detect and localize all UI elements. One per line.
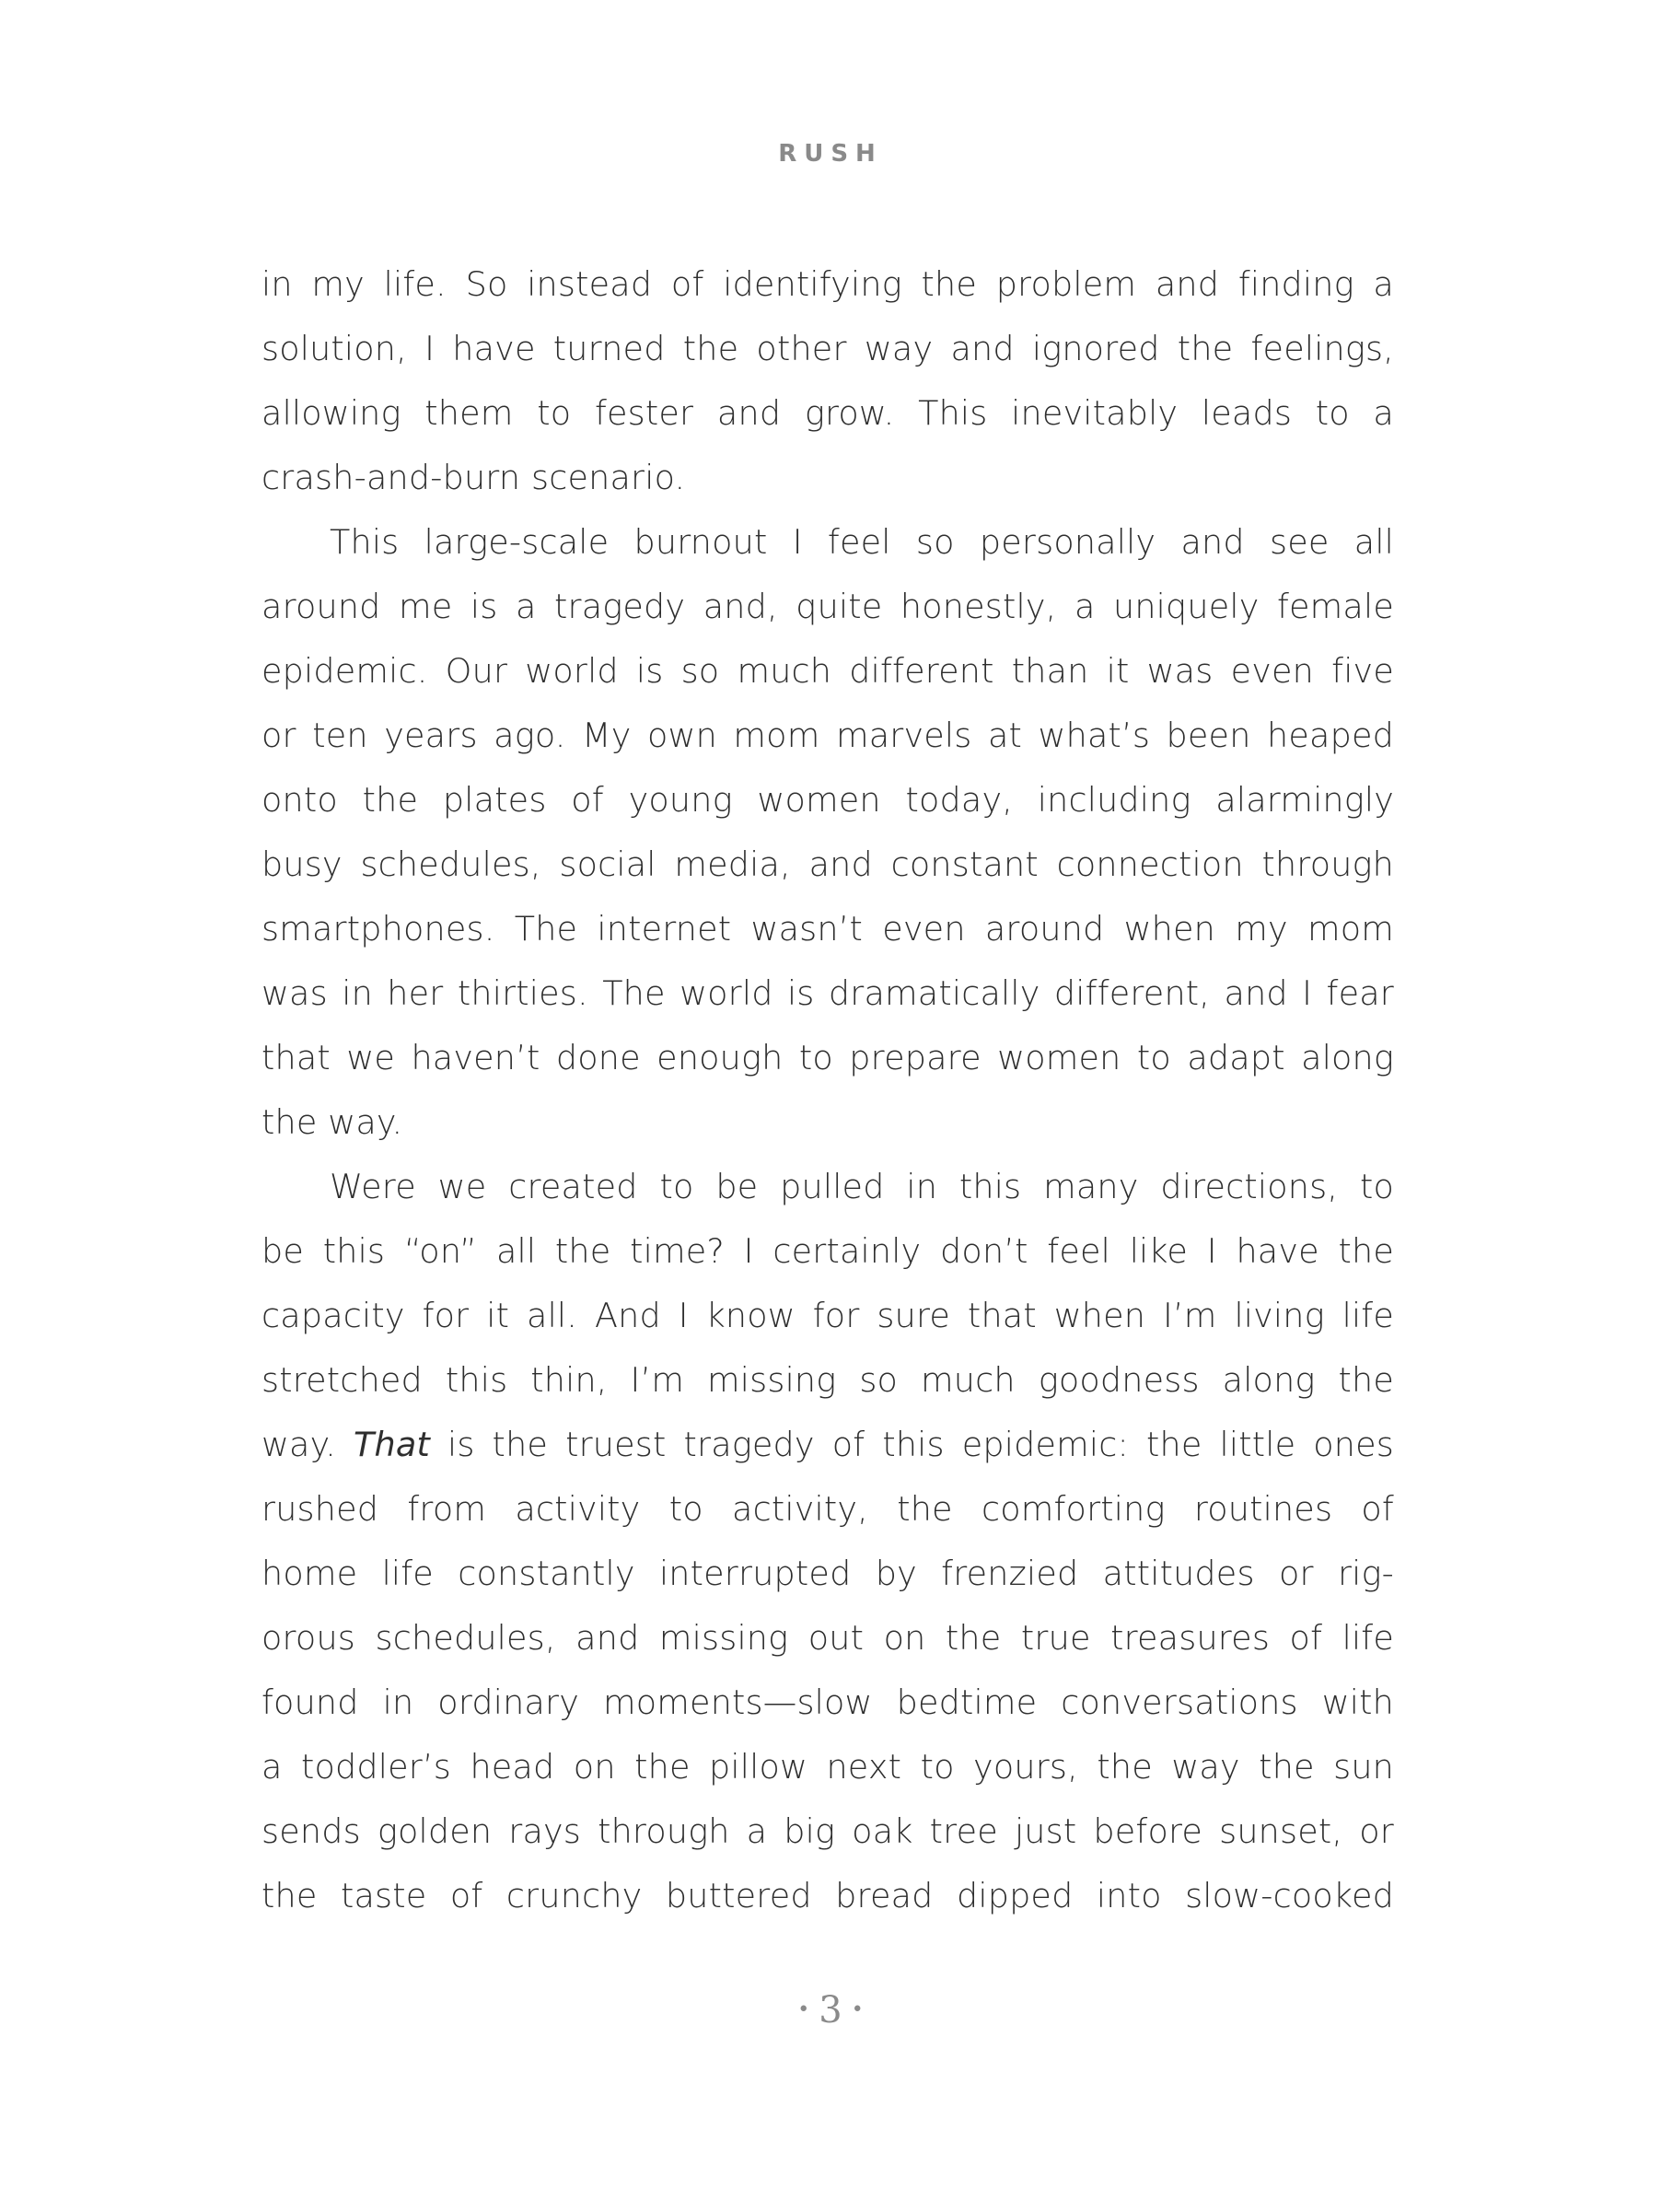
text-line: onto the plates of young women today, including alarmingly xyxy=(261,780,1394,820)
text-line: be this “on” all the time? I certainly don’t feel like I have the xyxy=(261,1231,1394,1271)
text-line: found in ordinary moments—slow bedtime conversations with xyxy=(261,1682,1394,1722)
text-line: rushed from activity to activity, the comforting routines of xyxy=(261,1489,1394,1529)
text-line: allowing them to fester and grow. This inevitably leads to a xyxy=(261,393,1394,433)
text-line: Were we created to be pulled in this many directions, to xyxy=(330,1167,1394,1206)
italic-emphasis: That xyxy=(354,1425,430,1464)
text-line: crash-and-burn scenario. xyxy=(261,458,686,497)
text-line: smartphones. The internet wasn’t even around when my mom xyxy=(261,909,1394,949)
text-line: a toddler’s head on the pillow next to yours, the way the sun xyxy=(261,1747,1394,1787)
text-line-mixed xyxy=(261,1413,1394,1477)
running-head-title: RUSH xyxy=(778,140,883,168)
bullet-ornament-right: • xyxy=(851,1997,864,2021)
text-line: in my life. So instead of identifying the problem and finding a xyxy=(261,264,1394,304)
text-line: solution, I have turned the other way and ignored the feelings, xyxy=(261,329,1394,368)
text-line: stretched this thin, I’m missing so much goodness along the xyxy=(261,1360,1394,1400)
text-line: epidemic. Our world is so much different than it was even five xyxy=(261,651,1394,691)
text-line: home life constantly interrupted by frenzied attitudes or rig- xyxy=(261,1554,1394,1593)
text-line: around me is a tragedy and, quite honestly, a uniquely female xyxy=(261,587,1394,626)
text-fragment: is the truest tragedy of this epidemic: the little ones xyxy=(447,1425,1394,1464)
bullet-ornament-left: • xyxy=(797,1997,810,2021)
page-number-footer xyxy=(0,1989,1661,2032)
text-line: This large-scale burnout I feel so personally and see all xyxy=(330,522,1394,562)
body-text xyxy=(261,252,1394,1928)
text-line: busy schedules, social media, and constant connection through xyxy=(261,844,1394,884)
text-line: sends golden rays through a big oak tree just before sunset, or xyxy=(261,1811,1394,1851)
text-line: that we haven’t done enough to prepare women to adapt along xyxy=(261,1038,1394,1077)
text-line: orous schedules, and missing out on the true treasures of life xyxy=(261,1618,1394,1658)
text-fragment: way. xyxy=(261,1425,337,1464)
text-line: capacity for it all. And I know for sure that when I’m living life xyxy=(261,1296,1394,1335)
text-line: the way. xyxy=(261,1102,403,1142)
text-line: was in her thirties. The world is dramatically different, and I fear xyxy=(261,973,1394,1013)
text-line: or ten years ago. My own mom marvels at what’s been heaped xyxy=(261,716,1394,755)
text-line: the taste of crunchy buttered bread dipped into slow-cooked xyxy=(261,1876,1394,1915)
page-number: 3 xyxy=(819,1989,842,2032)
